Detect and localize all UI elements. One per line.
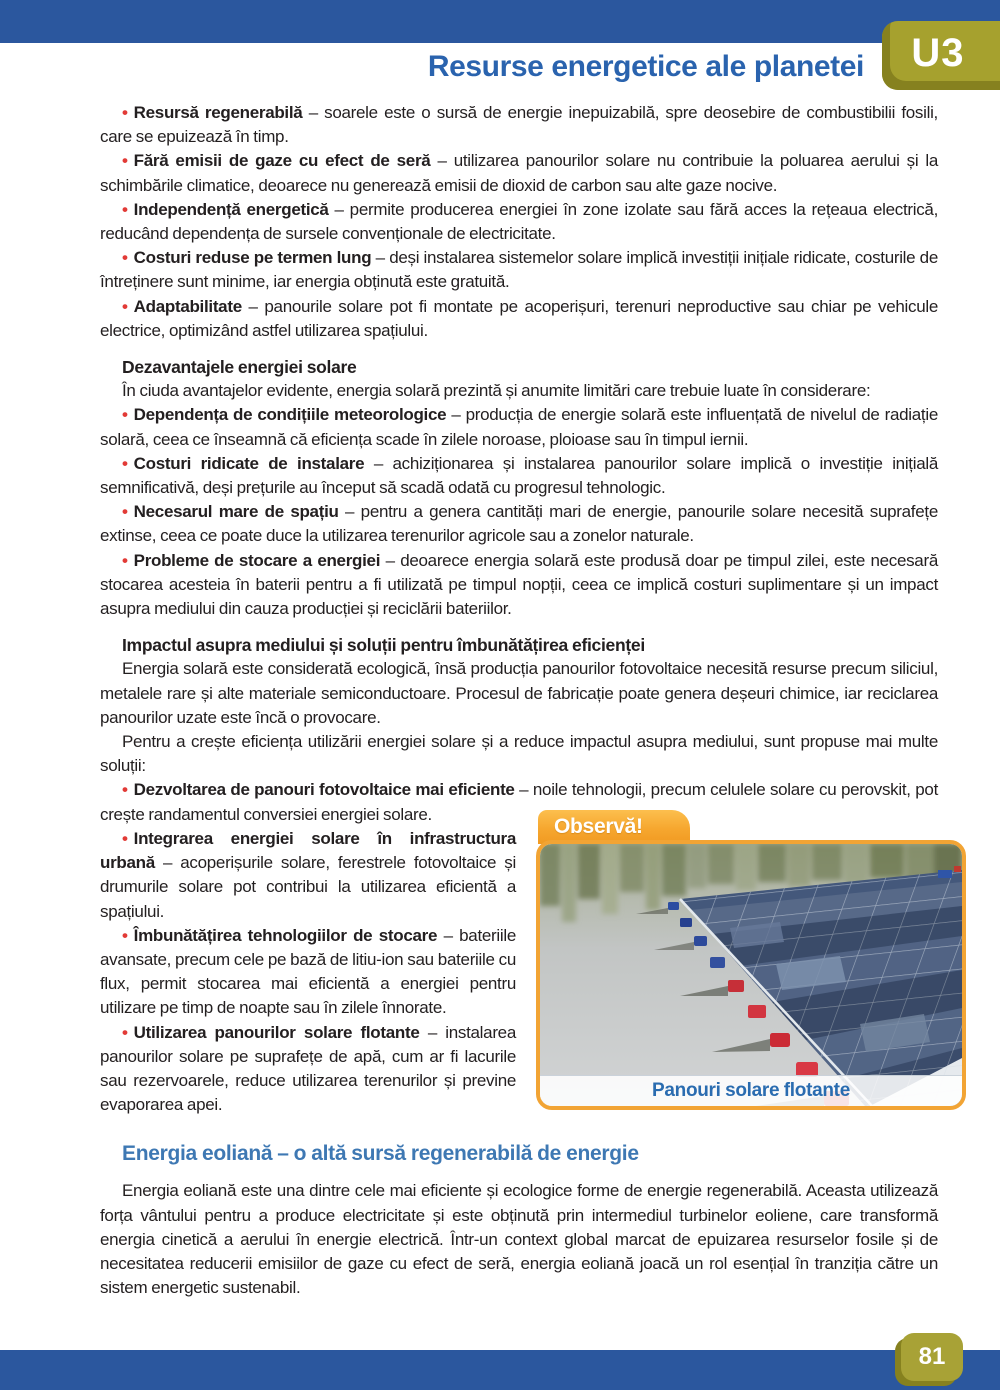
list-item-term: Costuri ridicate de instalare (133, 453, 365, 473)
list-item-text: – bateriile avansate, precum cele pe bază de litiu-ion sau bateriile cu flux, permit stocarea mai eficientă a energiei pentru utilizare pe timp de noapte sau în zilele înnorate. (100, 925, 516, 1018)
list-item-text: – utilizarea panourilor solare nu contribuie la poluarea aerului și la schimbările climatice, deoarece nu generează emisii de dioxid de carbon sau alte gaze nocive. (100, 151, 938, 195)
bullet-icon: • (122, 550, 128, 570)
section-heading-wind: Energia eoliană – o altă sursă regenerabilă de energie (122, 1142, 639, 1166)
unit-badge (882, 21, 1000, 90)
list-item-text: – achiziționarea și instalarea panourilor solare implică o investiție inițială semnificativă, deși prețurile au început să scadă odată cu progresul tehnologic. (100, 453, 938, 498)
list-item-term: Dependența de condițiile meteorologice (133, 405, 447, 425)
bullet-icon: • (122, 199, 128, 219)
list-item-text: – noile tehnologii, precum celulele solare cu perovskit, pot crește randamentul conversiei energiei solare. (100, 780, 938, 824)
list-item (100, 149, 938, 197)
page-number-badge (901, 1333, 963, 1381)
list-item (100, 500, 938, 548)
list-item (100, 549, 938, 622)
bullet-icon: • (122, 828, 128, 848)
page-content (100, 101, 938, 1300)
list-item-term: Necesarul mare de spațiu (133, 502, 339, 522)
bullet-icon: • (122, 296, 128, 316)
photo-caption: Panouri solare flotante (540, 1075, 962, 1106)
list-item-term: Costuri reduse pe termen lung (133, 248, 372, 268)
list-item-term: Îmbunătățirea tehnologiilor de stocare (133, 925, 438, 945)
list-item-term: Utilizarea panourilor solare flotante (133, 1022, 420, 1042)
bullet-icon: • (122, 925, 128, 945)
section-heading-impact: Impactul asupra mediului și soluții pentru îmbunătățirea eficienței (122, 635, 645, 656)
bullet-icon: • (122, 151, 128, 171)
list-item-term: Fără emisii de gaze cu efect de seră (133, 151, 431, 171)
paragraph: Pentru a crește eficiența utilizării energiei solare și a reduce impactul asupra mediului, sunt propuse mai multe soluții: (100, 732, 938, 776)
list-item-text: – permite producerea energiei în zone izolate sau fără acces la rețeaua electrică, reducând dependența de sursele convenționale de electricitate. (100, 199, 938, 244)
list-item-text: – soarele este o sursă de energie inepuizabilă, spre deosebire de combustibilii fosili, care se epuizează în timp. (100, 103, 938, 147)
observa-tab: Observă! (538, 810, 690, 844)
list-item-term: Independență energetică (133, 199, 329, 219)
list-item-term: Dezvoltarea de panouri fotovoltaice mai eficiente (133, 780, 515, 800)
list-item (100, 295, 938, 343)
list-item-text: – producția de energie solară este influențată de nivelul de radiație solară, ceea ce înseamnă că eficiența scade în zilele noroase, ploioase sau în timpul iernii. (100, 405, 938, 449)
list-item-text: – acoperișurile solare, ferestrele fotovoltaice și drumurile solare pot contribui la utilizarea eficientă a spațiului. (100, 853, 516, 921)
list-item-text: – panourile solare pot fi montate pe acoperișuri, terenuri neproductive sau chiar pe vehicule electrice, optimizând astfel utilizarea spațiului. (100, 296, 938, 340)
list-item-text: – deoarece energia solară este produsă doar pe timpul zilei, este necesară stocarea acesteia în baterii pentru a fi utilizată pe timpul nopții, ceea ce implică costuri suplimentare și un impact asupra mediului din cauza producției și reciclării bateriilor. (100, 550, 938, 619)
list-item-term: Probleme de stocare a energiei (133, 550, 381, 570)
bullet-icon: • (122, 502, 128, 522)
list-item (100, 403, 938, 451)
observa-box (536, 840, 966, 1110)
list-item (100, 198, 938, 246)
list-item (100, 101, 938, 149)
list-item-term: Adaptabilitate (133, 296, 242, 316)
list-item-term: Resursă regenerabilă (133, 103, 303, 122)
list-item (100, 452, 938, 500)
bullet-icon: • (122, 1022, 128, 1042)
section-intro: În ciuda avantajelor evidente, energia solară prezintă și anumite limitări care trebuie luate în considerare: (122, 381, 871, 401)
list-item-text: – deși instalarea sistemelor solare implică investiții inițiale ridicate, costurile de întreținere sunt minime, iar energia obținută este gratuită. (100, 248, 938, 292)
paragraph: Energia solară este considerată ecologică, însă producția panourilor fotovoltaice necesită resurse precum siliciul, metalele rare și alte materiale semiconductoare. Procesul de fabricație poate genera deșeuri chimice, iar reciclarea panourilor uzate este încă o provocare. (100, 659, 938, 727)
list-item-text: – instalarea panourilor solare pe suprafețe de apă, cum ar fi lacurile sau rezervoarele, reduce utilizarea terenurilor și previne evaporarea apei. (100, 1022, 516, 1115)
paragraph: Energia eoliană este una dintre cele mai eficiente și ecologice forme de energie regenerabilă. Aceasta utilizează forța vântului pentru a produce electricitate și este obținută prin intermediul turbinelor eoliene, care transformă energia cinetică a aerului în energie electrică. Într-un context global marcat de epuizarea resurselor fosile și de necesitatea reducerii emisiilor de gaze cu efect de seră, energia eoliană joacă un rol esențial în tranziția către un sistem energetic sustenabil. (100, 1181, 938, 1298)
observa-callout (536, 778, 966, 1110)
header-bar (0, 0, 1000, 43)
section-heading-disadvantages: Dezavantajele energiei solare (122, 357, 357, 378)
footer-bar (0, 1350, 1000, 1390)
list-item-term: Integrarea energiei solare în infrastructura urbană (100, 828, 516, 873)
bullet-icon: • (122, 103, 128, 122)
list-item (100, 246, 938, 294)
bullet-icon: • (122, 248, 128, 268)
list-item-text: – pentru a genera cantități mari de energie, panourile solare necesită suprafețe extinse, ceea ce poate duce la utilizarea terenurilor agricole sau a zonelor naturale. (100, 502, 938, 546)
floating-solar-panels-photo (540, 844, 962, 1106)
page-title: Resurse energetice ale planetei (427, 50, 864, 83)
bullet-icon: • (122, 405, 128, 425)
bullet-icon: • (122, 453, 128, 473)
page-number: 81 (918, 1343, 946, 1370)
unit-badge-label: U3 (911, 31, 965, 75)
bullet-icon: • (122, 780, 128, 800)
